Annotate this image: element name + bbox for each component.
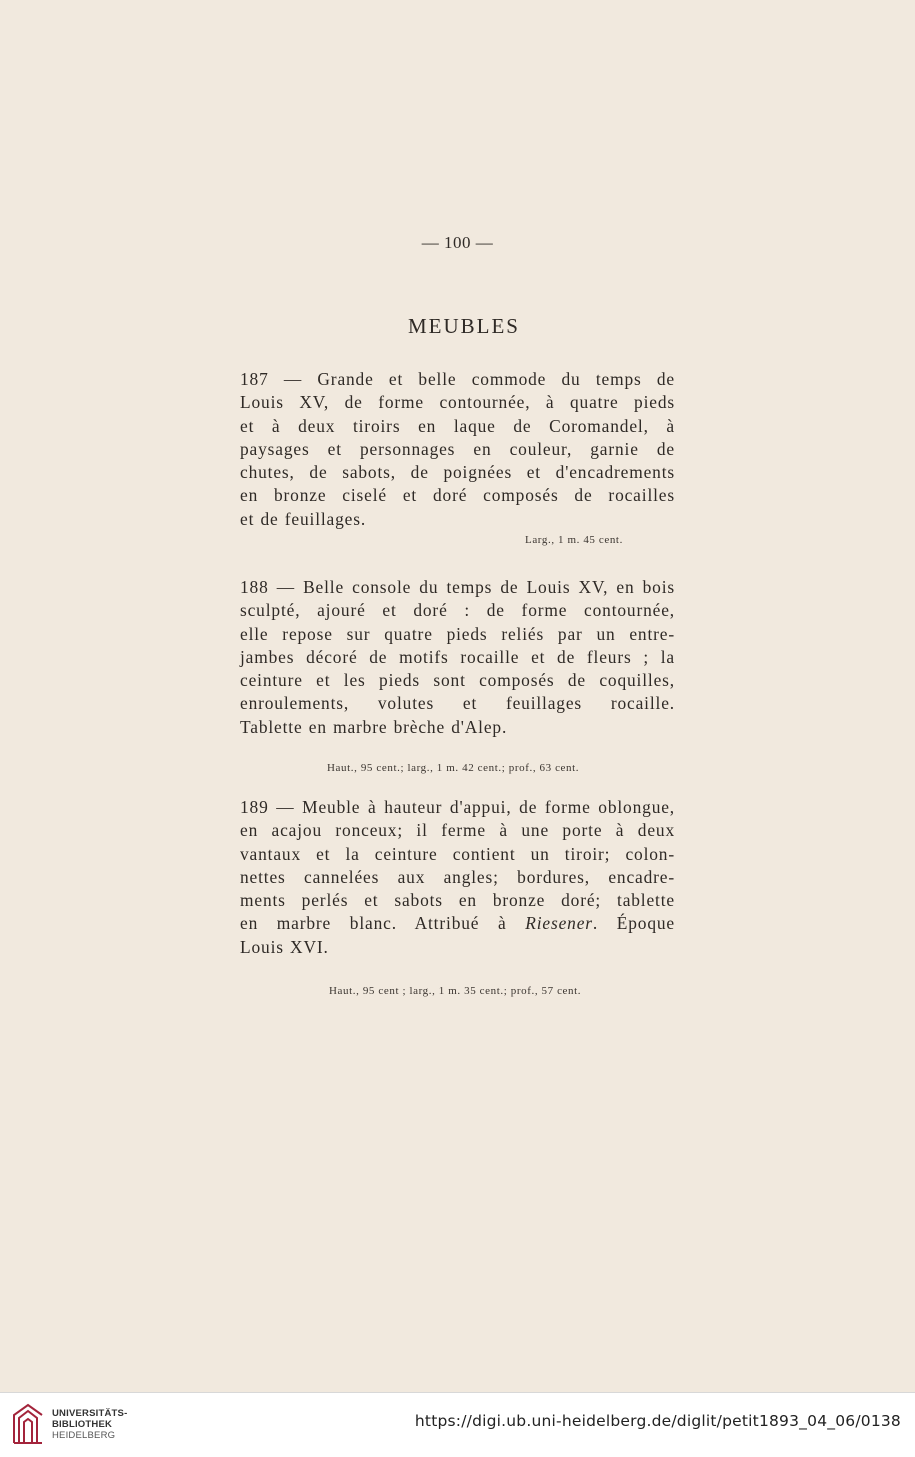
entry-line: — Grande et belle commode du temps de [283, 369, 675, 389]
entry-line: elle repose sur quatre pieds reliés par un entre- [240, 623, 675, 644]
entry-line: enroulements, volutes et feuillages rocaille. [240, 693, 675, 714]
entry-number: 189 [240, 797, 269, 817]
viewer-footer [0, 1392, 915, 1457]
entry-dimensions: Haut., 95 cent ; larg., 1 m. 35 cent.; prof., 57 cent. [329, 985, 582, 997]
entry-dimensions: Haut., 95 cent.; larg., 1 m. 42 cent.; prof., 63 cent. [327, 762, 580, 774]
entry-line: Louis XVI. [240, 936, 329, 957]
entry-line: en marbre blanc. Attribué à [240, 913, 526, 934]
entry-line: Louis XV, de forme contournée, à quatre pieds [240, 392, 675, 413]
entry-line: vantaux et la ceinture contient un tiroir; colon- [240, 843, 675, 864]
catalog-entry-187 [240, 368, 675, 531]
entry-line: — Meuble à hauteur d'appui, de forme oblongue, [276, 797, 676, 817]
entry-line: paysages et personnages en couleur, garnie de [240, 438, 675, 459]
entry-number: 188 [240, 577, 269, 597]
entry-line: et à deux tiroirs en laque de Coromandel, à [240, 415, 675, 436]
entry-line: jambes décoré de motifs rocaille et de fleurs ; la [240, 646, 675, 667]
entry-line: ments perlés et sabots en bronze doré; tablette [240, 890, 675, 911]
catalog-entry-188 [240, 576, 675, 739]
entry-line: en acajou ronceux; il ferme à une porte à deux [240, 820, 675, 841]
entry-number: 187 [240, 369, 269, 389]
attribution-name: Riesener [525, 913, 593, 934]
institution-name: UNIVERSITÄTS- BIBLIOTHEK HEIDELBERG [52, 1408, 128, 1441]
entry-line: Tablette en marbre brèche d'Alep. [240, 716, 508, 737]
entry-line: en bronze ciselé et doré composés de rocailles [240, 485, 675, 506]
attribution-tail: . Époque [592, 913, 675, 934]
catalog-entry-189 [240, 796, 675, 959]
document-url-link[interactable]: https://digi.ub.uni-heidelberg.de/diglit/petit1893_04_06/0138 [414, 1412, 901, 1430]
entry-line: nettes cannelées aux angles; bordures, encadre- [240, 866, 675, 887]
entry-line: et de feuillages. [240, 508, 367, 529]
entry-line: ceinture et les pieds sont composés de coquilles, [240, 670, 675, 691]
entry-line: sculpté, ajouré et doré : de forme contournée, [240, 600, 675, 621]
entry-dimensions: Larg., 1 m. 45 cent. [525, 534, 623, 546]
ub-heidelberg-logo-icon [10, 1401, 46, 1447]
entry-line: — Belle console du temps de Louis XV, en bois [276, 577, 675, 597]
section-title: MEUBLES [407, 314, 520, 338]
page-number: — 100 — [421, 233, 494, 252]
entry-line: chutes, de sabots, de poignées et d'encadrements [240, 462, 675, 483]
